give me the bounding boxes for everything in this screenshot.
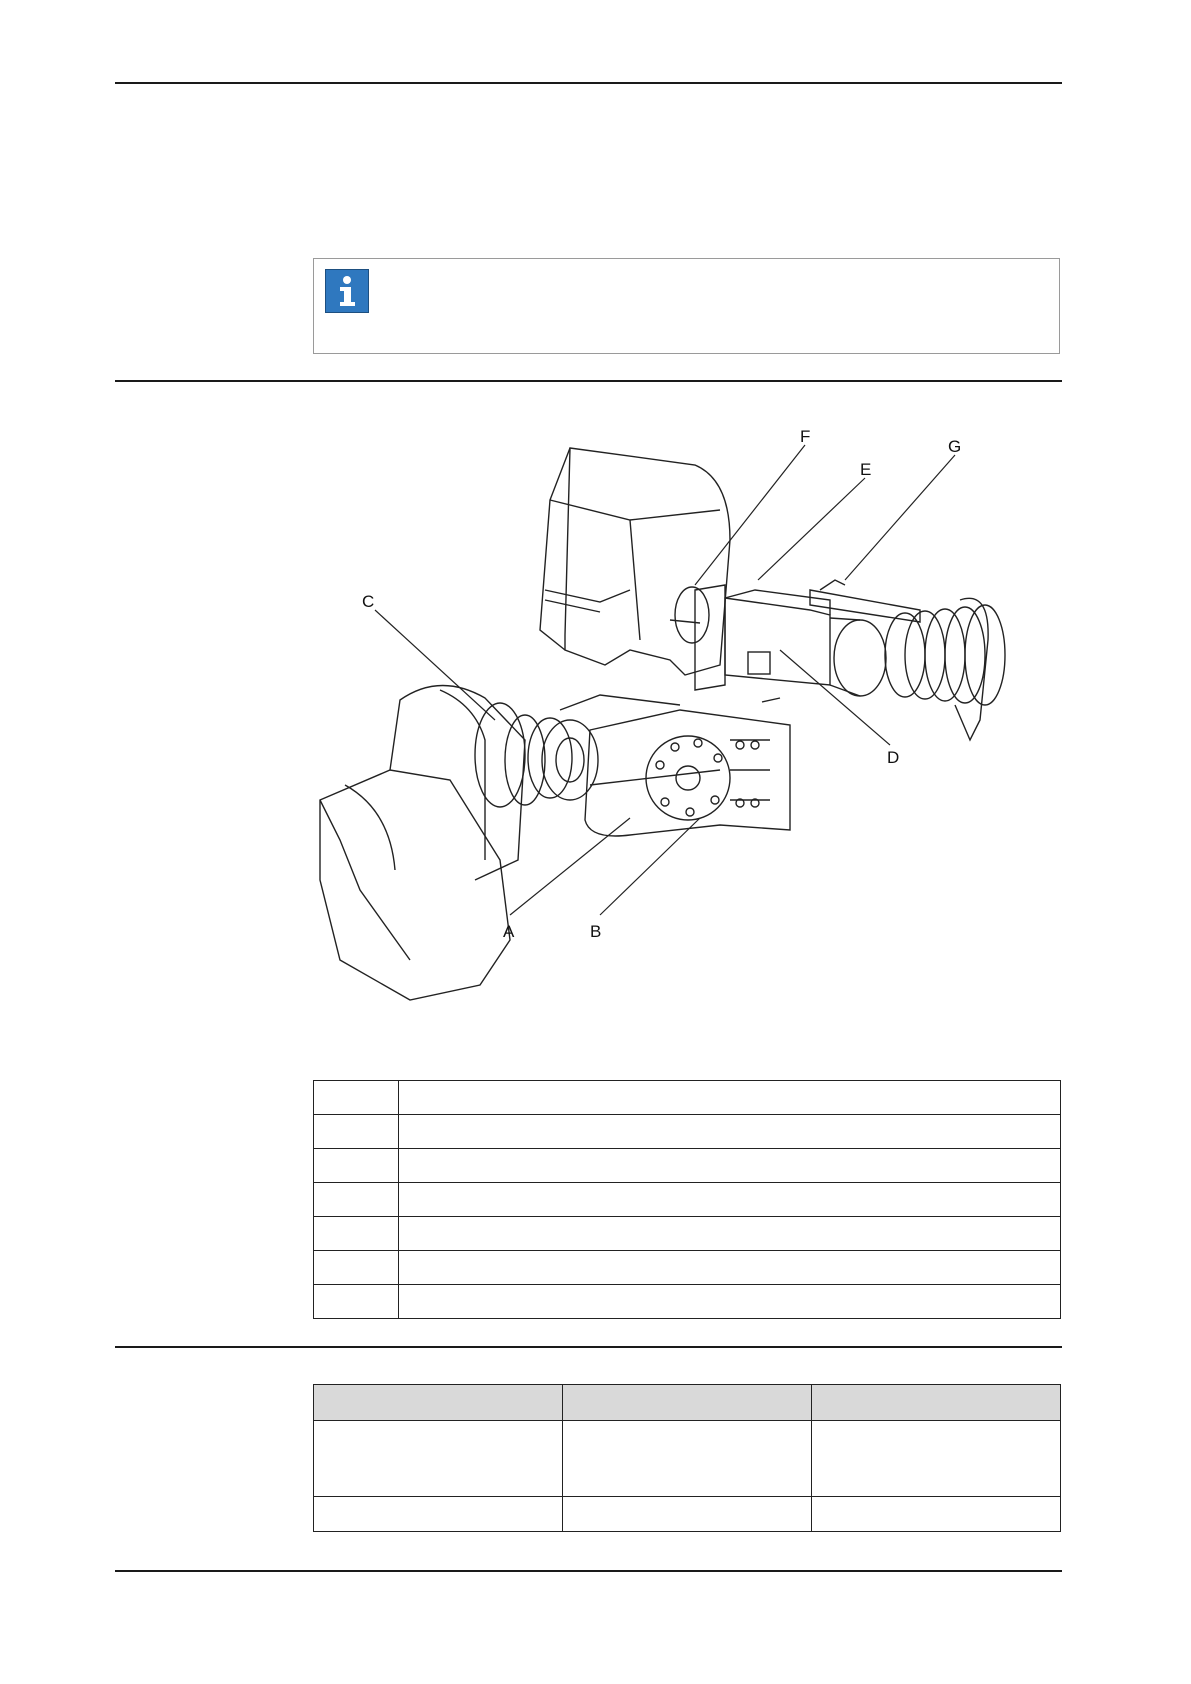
motor-cap bbox=[834, 620, 886, 696]
leader-e bbox=[758, 478, 865, 580]
key-description-cell bbox=[399, 1285, 1061, 1319]
key-description-cell bbox=[399, 1251, 1061, 1285]
section-rule-2 bbox=[115, 1346, 1062, 1348]
footer-rule bbox=[115, 1570, 1062, 1572]
end-plate bbox=[646, 736, 730, 820]
o-ring-shape bbox=[675, 587, 709, 643]
wrist-outline bbox=[320, 770, 510, 1000]
table-cell bbox=[812, 1421, 1061, 1497]
callout-e: E bbox=[860, 460, 872, 479]
table-row bbox=[314, 1497, 1061, 1532]
motor-connector bbox=[748, 652, 770, 674]
table-cell bbox=[563, 1497, 812, 1532]
leader-f bbox=[695, 445, 805, 585]
key-ref-cell bbox=[314, 1217, 399, 1251]
table-row bbox=[314, 1115, 1061, 1149]
motor-flange bbox=[695, 585, 725, 690]
table-row bbox=[314, 1183, 1061, 1217]
table-cell bbox=[314, 1497, 563, 1532]
table-row bbox=[314, 1081, 1061, 1115]
lower-arm-tube bbox=[585, 710, 790, 836]
callout-f: F bbox=[800, 427, 811, 446]
figure-key-table bbox=[313, 1080, 1061, 1319]
info-icon bbox=[325, 269, 369, 313]
key-ref-cell bbox=[314, 1285, 399, 1319]
wrist-housing bbox=[390, 685, 525, 880]
column-header bbox=[812, 1385, 1061, 1421]
key-ref-cell bbox=[314, 1149, 399, 1183]
cover-outline bbox=[565, 448, 730, 675]
table-cell bbox=[314, 1421, 563, 1497]
key-description-cell bbox=[399, 1217, 1061, 1251]
key-ref-cell bbox=[314, 1115, 399, 1149]
callout-a: A bbox=[503, 922, 515, 941]
section-rule-1 bbox=[115, 380, 1062, 382]
table-row bbox=[314, 1149, 1061, 1183]
column-header bbox=[314, 1385, 563, 1421]
leader-a bbox=[510, 818, 630, 915]
header-rule bbox=[115, 82, 1062, 84]
motor-body bbox=[725, 598, 830, 685]
key-ref-cell bbox=[314, 1183, 399, 1217]
parts-table bbox=[313, 1384, 1061, 1532]
table-row bbox=[314, 1251, 1061, 1285]
callout-d: D bbox=[887, 748, 900, 767]
table-row bbox=[314, 1421, 1061, 1497]
callout-b: B bbox=[590, 922, 602, 941]
key-ref-cell bbox=[314, 1251, 399, 1285]
table-row bbox=[314, 1217, 1061, 1251]
table-cell bbox=[563, 1421, 812, 1497]
bracket-plate bbox=[810, 590, 920, 622]
key-ref-cell bbox=[314, 1081, 399, 1115]
key-description-cell bbox=[399, 1183, 1061, 1217]
key-description-cell bbox=[399, 1149, 1061, 1183]
leader-c bbox=[375, 610, 495, 720]
callout-c: C bbox=[362, 592, 375, 611]
callout-g: G bbox=[948, 437, 962, 456]
key-description-cell bbox=[399, 1081, 1061, 1115]
table-header-row bbox=[314, 1385, 1061, 1421]
exploded-assembly-figure bbox=[300, 427, 1090, 1040]
column-header bbox=[563, 1385, 812, 1421]
table-row bbox=[314, 1285, 1061, 1319]
note-box bbox=[313, 258, 1060, 354]
key-description-cell bbox=[399, 1115, 1061, 1149]
table-cell bbox=[812, 1497, 1061, 1532]
